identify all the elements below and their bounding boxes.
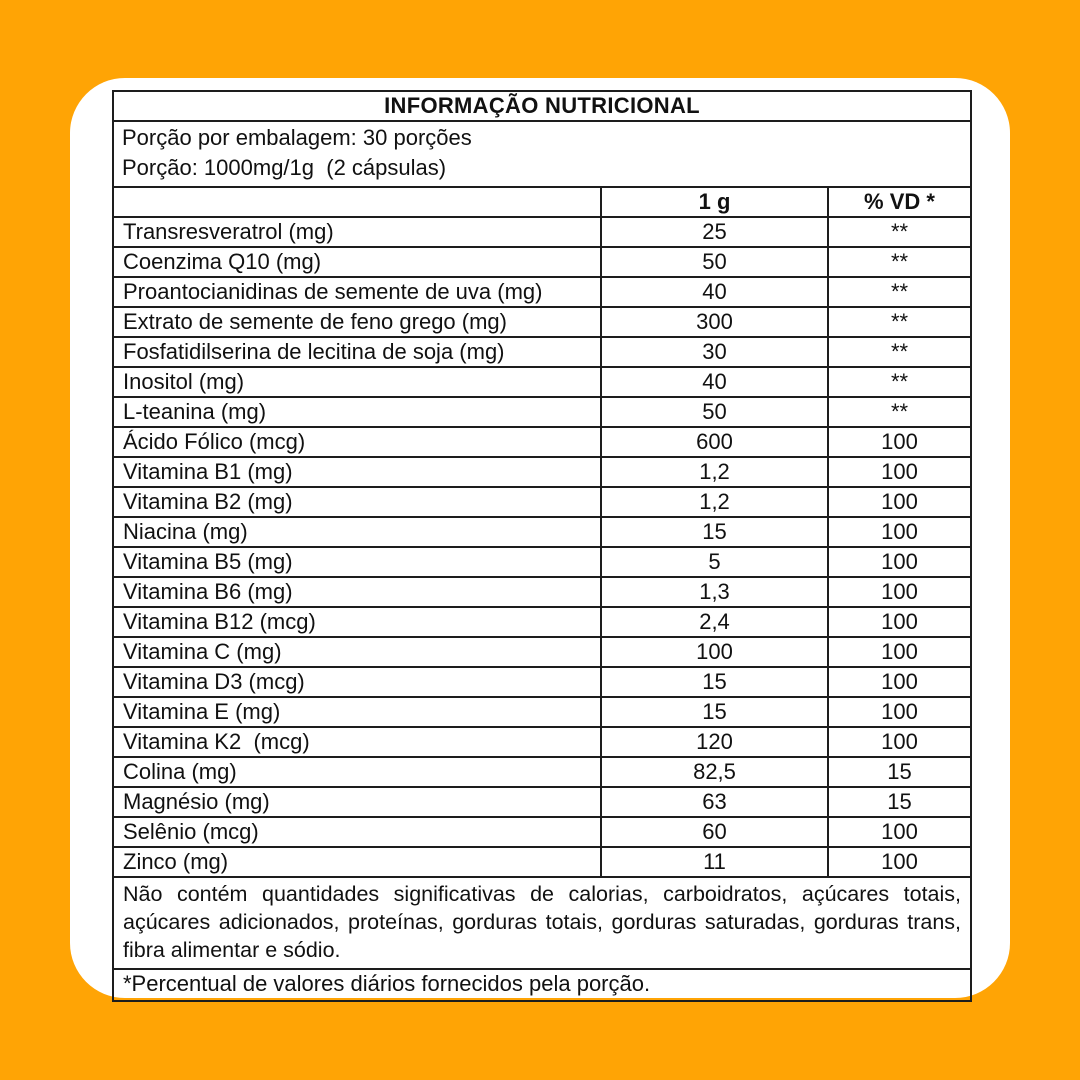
nutrient-name: Niacina (mg) (113, 517, 601, 547)
table-row (113, 817, 971, 847)
table-title: INFORMAÇÃO NUTRICIONAL (113, 91, 971, 121)
amount-value: 100 (601, 637, 828, 667)
table-row (113, 787, 971, 817)
nutrition-rows (113, 217, 971, 877)
nutrient-name: Vitamina K2 (mcg) (113, 727, 601, 757)
table-row (113, 427, 971, 457)
table-row (113, 517, 971, 547)
table-row (113, 307, 971, 337)
amount-value: 15 (601, 667, 828, 697)
vd-value: 100 (828, 817, 971, 847)
vd-value: 100 (828, 847, 971, 877)
vd-value: 100 (828, 667, 971, 697)
nutrient-name: Zinco (mg) (113, 847, 601, 877)
vd-value: 100 (828, 517, 971, 547)
footnote-row (113, 969, 971, 1001)
amount-value: 120 (601, 727, 828, 757)
vd-value: 100 (828, 487, 971, 517)
table-row (113, 667, 971, 697)
table-row (113, 457, 971, 487)
nutrient-name: Inositol (mg) (113, 367, 601, 397)
serving-size: Porção: 1000mg/1g (2 cápsulas) (122, 155, 447, 180)
nutrient-name: Vitamina B1 (mg) (113, 457, 601, 487)
amount-value: 15 (601, 517, 828, 547)
nutrient-name: Fosfatidilserina de lecitina de soja (mg) (113, 337, 601, 367)
table-row (113, 697, 971, 727)
vd-value: 15 (828, 787, 971, 817)
nutrient-name: Vitamina B12 (mcg) (113, 607, 601, 637)
nutrient-name: Colina (mg) (113, 757, 601, 787)
table-row (113, 397, 971, 427)
column-header-row (113, 187, 971, 217)
vd-value: ** (828, 247, 971, 277)
amount-value: 2,4 (601, 607, 828, 637)
vd-value: 100 (828, 697, 971, 727)
nutrient-name: Coenzima Q10 (mg) (113, 247, 601, 277)
amount-value: 15 (601, 697, 828, 727)
table-row (113, 217, 971, 247)
nutrient-name: Vitamina B2 (mg) (113, 487, 601, 517)
nutrient-name: Magnésio (mg) (113, 787, 601, 817)
amount-value: 50 (601, 247, 828, 277)
nutrient-name: Transresveratrol (mg) (113, 217, 601, 247)
vd-value: ** (828, 397, 971, 427)
amount-value: 60 (601, 817, 828, 847)
amount-value: 25 (601, 217, 828, 247)
amount-value: 300 (601, 307, 828, 337)
vd-value: 100 (828, 637, 971, 667)
nutrient-name: Vitamina B6 (mg) (113, 577, 601, 607)
amount-value: 11 (601, 847, 828, 877)
table-row (113, 727, 971, 757)
vd-value: ** (828, 337, 971, 367)
amount-value: 40 (601, 277, 828, 307)
table-row (113, 247, 971, 277)
amount-value: 63 (601, 787, 828, 817)
amount-value: 50 (601, 397, 828, 427)
amount-value: 1,3 (601, 577, 828, 607)
table-row (113, 757, 971, 787)
column-header-amount: 1 g (601, 187, 828, 217)
nutrient-name: Extrato de semente de feno grego (mg) (113, 307, 601, 337)
amount-value: 82,5 (601, 757, 828, 787)
table-row (113, 337, 971, 367)
vd-value: 100 (828, 577, 971, 607)
nutrient-name: Vitamina B5 (mg) (113, 547, 601, 577)
amount-value: 600 (601, 427, 828, 457)
table-row (113, 577, 971, 607)
amount-value: 30 (601, 337, 828, 367)
nutrient-name: L-teanina (mg) (113, 397, 601, 427)
table-row (113, 367, 971, 397)
serving-info-cell (113, 121, 971, 187)
vd-value: ** (828, 367, 971, 397)
table-row (113, 637, 971, 667)
vd-value: ** (828, 307, 971, 337)
amount-value: 40 (601, 367, 828, 397)
nutrient-name: Vitamina E (mg) (113, 697, 601, 727)
column-header-empty (113, 187, 601, 217)
nutrient-name: Vitamina D3 (mcg) (113, 667, 601, 697)
table-row (113, 277, 971, 307)
vd-value: ** (828, 217, 971, 247)
table-row (113, 847, 971, 877)
vd-value: 100 (828, 727, 971, 757)
table-row (113, 607, 971, 637)
vd-value: 100 (828, 547, 971, 577)
nutrient-name: Selênio (mcg) (113, 817, 601, 847)
vd-value: 15 (828, 757, 971, 787)
serving-info-row (113, 121, 971, 187)
table-row (113, 487, 971, 517)
vd-footnote: *Percentual de valores diários fornecidos pela porção. (113, 969, 971, 1001)
vd-value: 100 (828, 457, 971, 487)
no-significant-row (113, 877, 971, 969)
amount-value: 5 (601, 547, 828, 577)
nutrient-name: Vitamina C (mg) (113, 637, 601, 667)
servings-per-package: Porção por embalagem: 30 porções (122, 125, 472, 150)
vd-value: 100 (828, 607, 971, 637)
amount-value: 1,2 (601, 487, 828, 517)
vd-value: ** (828, 277, 971, 307)
nutrient-name: Ácido Fólico (mcg) (113, 427, 601, 457)
vd-value: 100 (828, 427, 971, 457)
title-row (113, 91, 971, 121)
table-row (113, 547, 971, 577)
nutrition-table (112, 90, 972, 1002)
amount-value: 1,2 (601, 457, 828, 487)
no-significant-note: Não contém quantidades significativas de calorias, carboidratos, açúcares totais, açúcares adicionados, proteínas, gorduras totais, gorduras saturadas, gorduras trans, fibra alimentar e sódio. (113, 877, 971, 969)
column-header-vd: % VD * (828, 187, 971, 217)
nutrient-name: Proantocianidinas de semente de uva (mg) (113, 277, 601, 307)
label-panel (70, 78, 1010, 998)
